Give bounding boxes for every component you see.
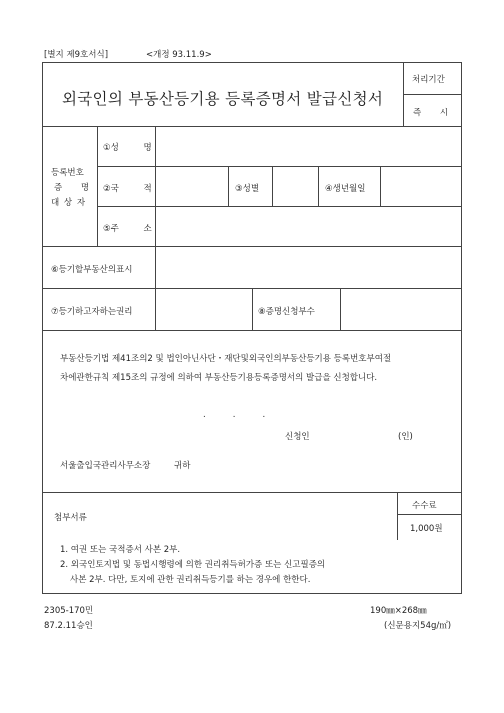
property-label: ⑥등기할부동산의표시 xyxy=(51,265,133,275)
fee-label: 수수료 xyxy=(412,501,437,511)
subject-group-label: 등록번호 xyxy=(51,168,84,178)
footer-paper: (신문용지54g/㎡) xyxy=(384,621,452,631)
addressee: 서울출입국관리사무소장 xyxy=(60,461,151,471)
footer-size: 190㎜×268㎜ xyxy=(370,606,427,616)
attachment-item-2-cont: 사본 2부. 다만, 토지에 관한 권리취득등기를 하는 경우에 한한다. xyxy=(70,575,311,585)
attachment-item-2: 2. 외국인토지법 및 동법시행령에 의한 권리취득허가증 또는 신고필증의 xyxy=(60,560,326,570)
attachments-label: 첨부서류 xyxy=(54,513,87,523)
revision-date: <개정 93.11.9> xyxy=(146,50,212,60)
date-placeholder: . . . xyxy=(203,410,266,420)
processing-period-value: 즉 시 xyxy=(413,108,450,118)
footer-approval: 87.2.11승인 xyxy=(44,621,93,631)
copies-label: ⑧증명신청부수 xyxy=(258,307,315,317)
processing-period-label: 처리기간 xyxy=(412,75,445,85)
subject-group-label-2: 증 명 xyxy=(54,183,90,193)
applicant-label: 신청인 xyxy=(285,432,310,442)
attachment-item-1: 1. 여권 또는 국적증서 사본 2부. xyxy=(60,545,181,555)
nationality-label: ②국 적 xyxy=(103,184,152,194)
gender-label: ③성별 xyxy=(235,184,260,194)
statement-line-1: 부동산등기법 제41조의2 및 법인아닌사단・재단및외국인의부동산등기용 등록번호부여절 xyxy=(60,354,392,364)
addressee-suffix: 귀하 xyxy=(174,461,191,471)
form-number: [별지 제9호서식] xyxy=(44,50,109,60)
birthdate-label: ④생년월일 xyxy=(325,184,366,194)
seal-label: (인) xyxy=(398,432,413,442)
footer-code: 2305-170민 xyxy=(44,606,94,616)
right-label: ⑦등기하고자하는권리 xyxy=(51,307,133,317)
fee-value: 1,000원 xyxy=(410,524,443,534)
address-label: ⑤주 소 xyxy=(103,224,152,234)
name-label: ①성 명 xyxy=(103,143,152,153)
form-title: 외국인의 부동산등기용 등록증명서 발급신청서 xyxy=(62,90,384,108)
subject-group-label-3: 대 상 자 xyxy=(51,198,87,208)
statement-line-2: 차에관한규칙 제15조의 규정에 의하여 부동산등기용등록증명서의 발급을 신청합니다. xyxy=(60,373,378,383)
